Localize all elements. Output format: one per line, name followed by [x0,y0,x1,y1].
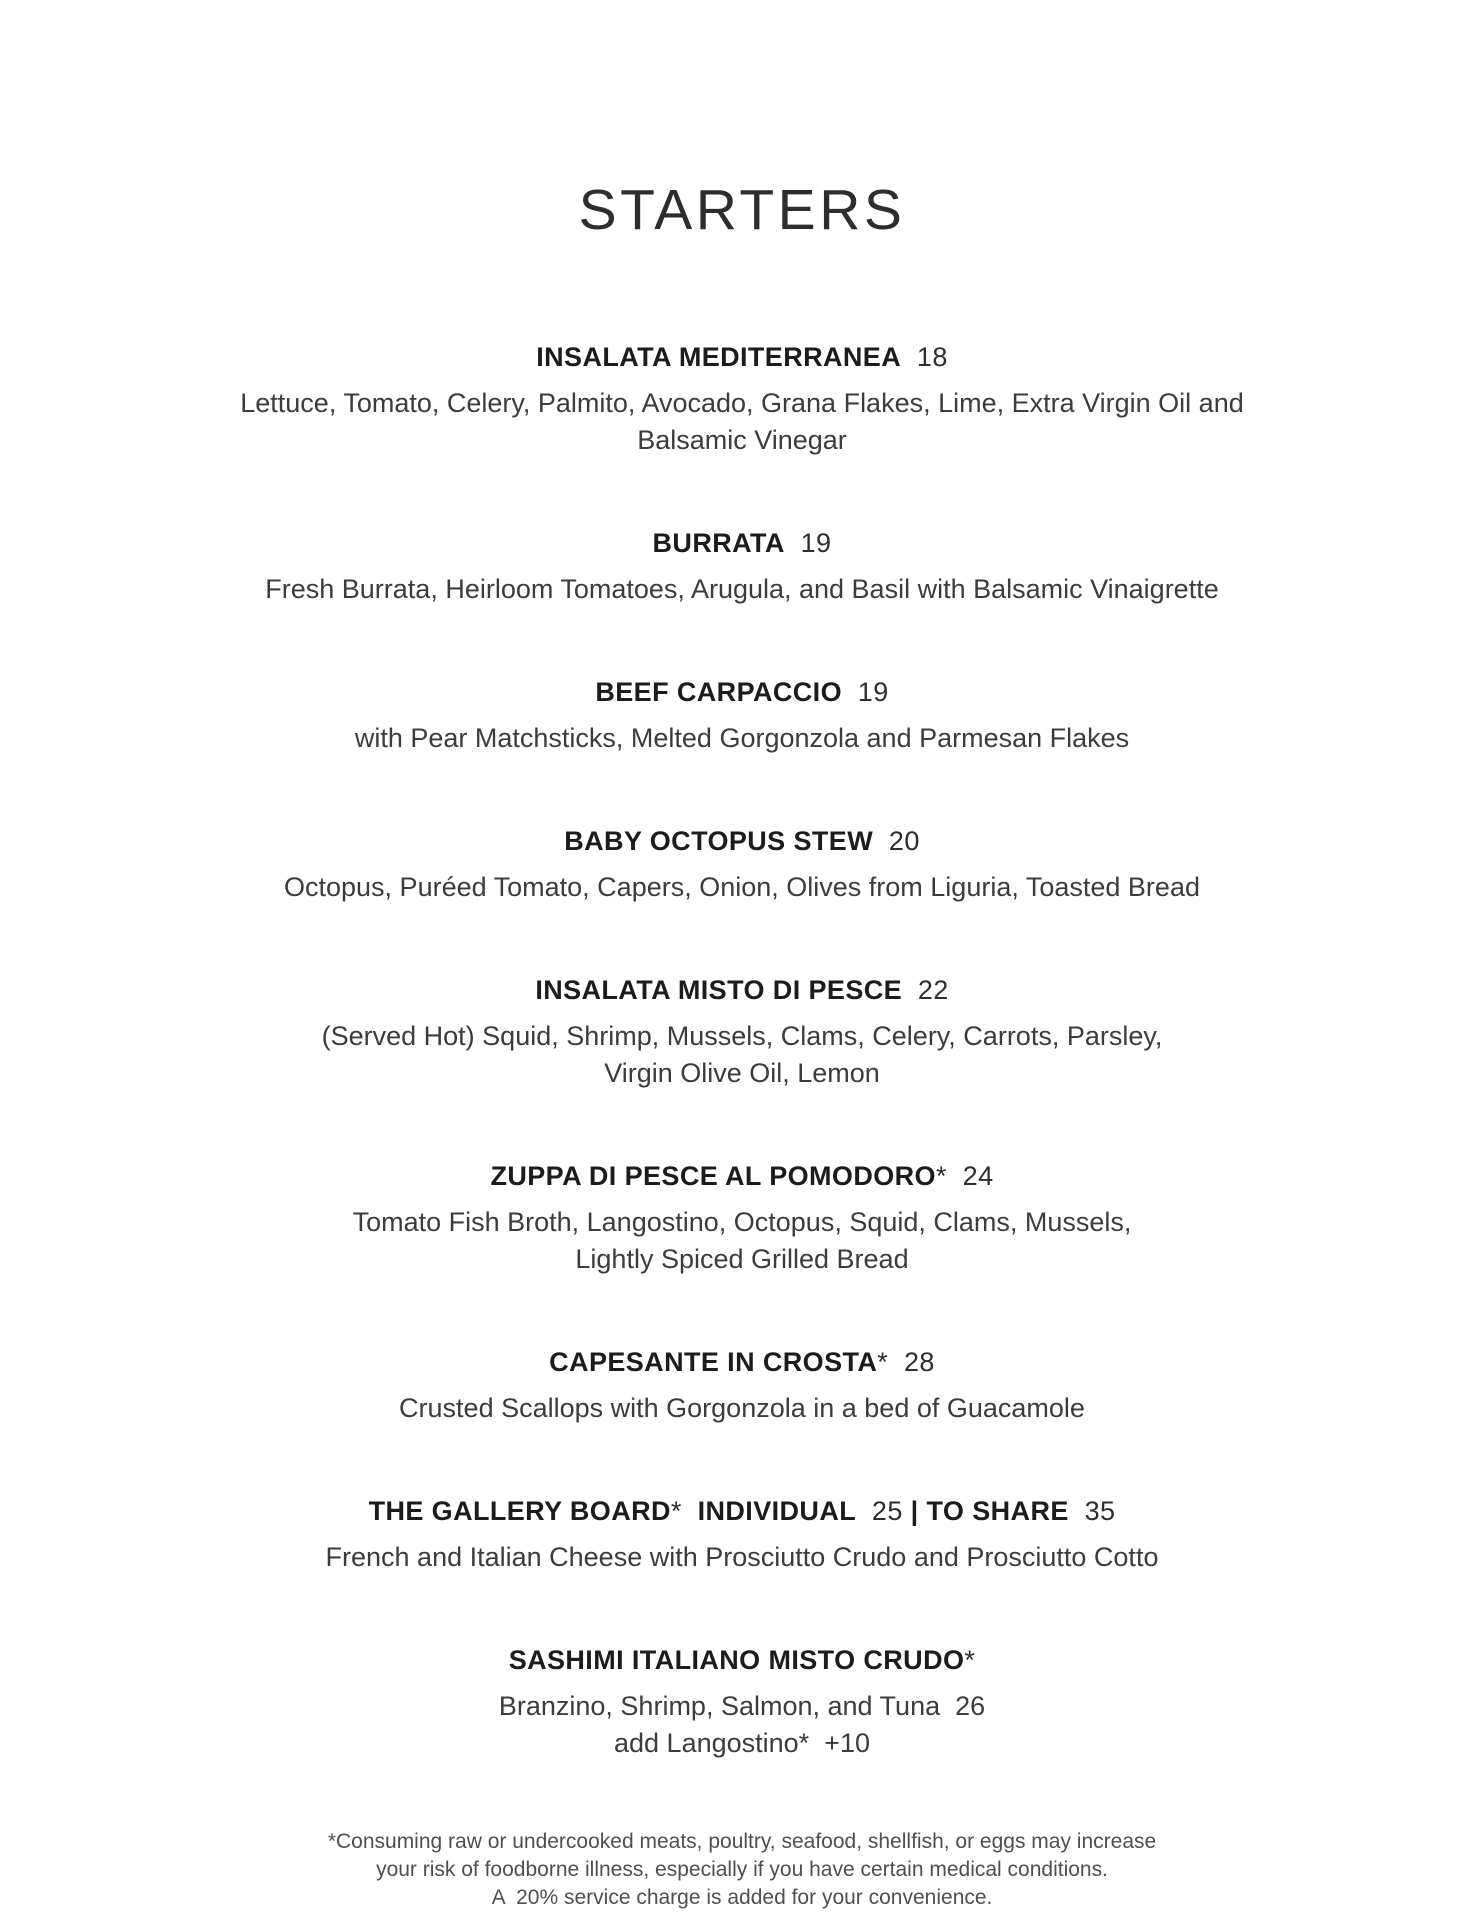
item-name: BABY OCTOPUS STEW [564,826,874,856]
menu-item-description: Virgin Olive Oil, Lemon [604,1058,880,1088]
item-asterisk: * [670,1496,698,1526]
item-asterisk: * [877,1347,889,1377]
menu-item-description: Balsamic Vinegar [637,425,847,455]
item-name: BURRATA [652,528,785,558]
footer-disclaimer-line: A 20% service charge is added for your convenience. [491,1886,993,1909]
menu-item [0,525,1484,608]
menu-item [0,1344,1484,1427]
menu-item-description: Crusted Scallops with Gorgonzola in a bed of Guacamole [399,1393,1085,1423]
item-name: BEEF CARPACCIO [595,677,842,707]
item-separator: | [910,1496,919,1526]
item-name: INSALATA MEDITERRANEA [536,342,902,372]
menu-item [0,823,1484,906]
menu-item-description: Lightly Spiced Grilled Bread [575,1244,909,1274]
menu-item-header [0,525,1484,561]
menu-item-description: (Served Hot) Squid, Shrimp, Mussels, Clams, Celery, Carrots, Parsley, [321,1021,1163,1051]
menu-item [0,674,1484,757]
menu-item-description: Tomato Fish Broth, Langostino, Octopus, Squid, Clams, Mussels, [352,1207,1132,1237]
item-price: 19 [784,528,832,558]
menu-item-header [0,1158,1484,1194]
item-price: 20 [873,826,920,856]
item-price: 24 [946,1161,994,1191]
menu-item [0,1642,1484,1762]
item-name: THE GALLERY BOARD [368,1496,671,1526]
item-price: 28 [888,1347,935,1377]
footer-disclaimer-line: *Consuming raw or undercooked meats, poultry, seafood, shellfish, or eggs may increase [327,1830,1157,1853]
item-name: CAPESANTE IN CROSTA [549,1347,878,1377]
item-name: ZUPPA DI PESCE AL POMODORO [490,1161,936,1191]
menu-item [0,339,1484,459]
item-name: INDIVIDUAL [697,1496,857,1526]
menu-item [0,1158,1484,1278]
menu-item-description: French and Italian Cheese with Prosciutto Crudo and Prosciutto Cotto [325,1542,1159,1572]
menu-item-description: Octopus, Puréed Tomato, Capers, Onion, Olives from Liguria, Toasted Bread [284,872,1200,902]
menu-item-header [0,1344,1484,1380]
item-price [919,1496,927,1526]
menu-item-header [0,823,1484,859]
item-name: SASHIMI ITALIANO MISTO CRUDO [508,1645,965,1675]
footer-disclaimer-line: your risk of foodborne illness, especially if you have certain medical conditions. [376,1858,1108,1881]
menu-item-description: Fresh Burrata, Heirloom Tomatoes, Arugula, and Basil with Balsamic Vinaigrette [265,574,1219,604]
menu-item-header [0,1642,1484,1678]
item-price: 25 [856,1496,911,1526]
menu-item [0,972,1484,1092]
item-price: 18 [901,342,948,372]
menu-item [0,1493,1484,1576]
item-name: INSALATA MISTO DI PESCE [535,975,903,1005]
footer-disclaimer [0,1828,1484,1912]
menu-item-description: Branzino, Shrimp, Salmon, and Tuna 26 [498,1691,986,1721]
menu-item-header [0,339,1484,375]
item-asterisk: * [935,1161,947,1191]
item-price: 19 [841,677,889,707]
item-asterisk: * [964,1645,976,1675]
menu-item-description: with Pear Matchsticks, Melted Gorgonzola and Parmesan Flakes [354,723,1130,753]
menu-item-header [0,1493,1484,1529]
page-title: STARTERS [578,178,906,242]
item-name: TO SHARE [926,1496,1069,1526]
menu-item-header [0,972,1484,1008]
menu-items [0,339,1484,1762]
item-price: 35 [1068,1496,1116,1526]
menu-item-description: add Langostino* +10 [614,1728,870,1758]
menu-item-description: Lettuce, Tomato, Celery, Palmito, Avocado, Grana Flakes, Lime, Extra Virgin Oil and [240,388,1244,418]
menu-item-header [0,674,1484,710]
item-price: 22 [902,975,949,1005]
